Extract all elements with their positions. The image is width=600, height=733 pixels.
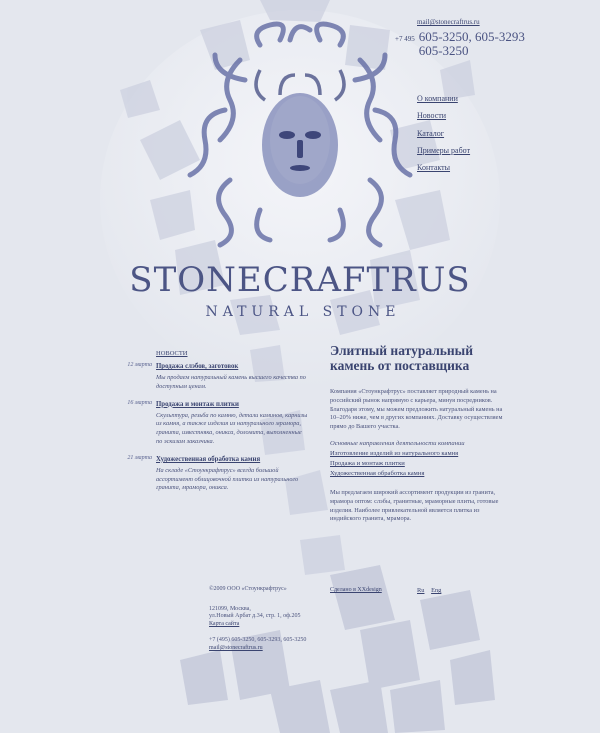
- header-phones: [395, 30, 595, 58]
- lang-ru[interactable]: Ru: [417, 587, 425, 594]
- news-text: На складе «Стоункрафтрус» всегда большой ассортимент облицовочной плитки из натурального гранита, мрамора, оникса.: [156, 466, 299, 492]
- intro-paragraph: Компания «Стоункрафтрус» поставляет природный камень на российский рынок напрямую с карьера, минуя посредников. Благодаря этому, мы можем предложить натуральный камень на 10–20% ниже, чем в других компаниях. Доставку осуществляем прямо до Вашего участка.: [330, 388, 503, 431]
- direction-link-products[interactable]: Изготовление изделий из натурального камня: [330, 449, 459, 457]
- logo-brand: STONECRAFTRUS: [129, 260, 471, 300]
- intro-section: [330, 343, 508, 524]
- logo-subtitle: NATURAL STONE: [205, 304, 401, 320]
- news-section: [118, 350, 308, 501]
- lang-eng[interactable]: Eng: [431, 587, 442, 594]
- phone-line-1: 605-3250, 605-3293: [418, 29, 525, 44]
- nav-item-contacts[interactable]: Контакты: [417, 163, 451, 173]
- footer-copyright: ©2009 ООО «Стоункрафтрус»: [209, 586, 287, 592]
- footer-info: [209, 586, 339, 653]
- news-title-link[interactable]: Художественная обработка камня: [156, 455, 261, 463]
- news-date: 16 марта: [127, 399, 152, 406]
- footer-address-line-1: 121099, Москва,: [209, 605, 251, 612]
- directions-heading: Основные направления деятельности компании: [330, 439, 465, 447]
- direction-link-art[interactable]: Художественная обработка камня: [330, 469, 425, 477]
- news-date: 12 марта: [127, 362, 152, 368]
- made-by-link[interactable]: Сделано в XXdesign: [330, 587, 382, 593]
- news-date: 21 марта: [127, 454, 152, 461]
- phone-line-2: 605-3250: [418, 43, 469, 58]
- phone-numbers: [419, 30, 525, 58]
- news-text: Скульптура, резьба по камню, детали каминов, карнизы из камня, а также изделия из натурального мрамора, гранита, известняка, оникса, доломита, выполненные по эскизам заказчика.: [156, 411, 308, 445]
- news-heading-link[interactable]: НОВОСТИ: [156, 350, 188, 357]
- footer-address-line-2: ул.Новый Арбат д.34, стр. 1, оф.205: [209, 613, 301, 620]
- intro-headline: Элитный натуральный камень от поставщика: [330, 343, 474, 373]
- nav-item-news[interactable]: Новости: [417, 111, 447, 121]
- nav-item-catalog[interactable]: Каталог: [417, 128, 445, 138]
- header-contact: [395, 18, 595, 58]
- news-item: [118, 400, 308, 447]
- direction-link-tiles[interactable]: Продажа и монтаж плитки: [330, 459, 405, 467]
- news-title-link[interactable]: Продажа слэбов, заготовок: [156, 363, 239, 370]
- news-title-link[interactable]: Продажа и монтаж плитки: [156, 400, 239, 408]
- news-item: [118, 362, 308, 392]
- intro-paragraph-assortment: Мы предлагаем широкий ассортимент продукции из гранита, мрамора оптом: слэбы, гранитные, мраморные плиты, готовые изделия. Наиболее привлекательной является плитка из индийского гранита, мрамора.: [330, 488, 499, 523]
- language-switcher: [417, 587, 446, 594]
- phone-prefix: +7 495: [395, 35, 415, 43]
- sitemap-link[interactable]: Карта сайта: [209, 620, 240, 627]
- header-email-link[interactable]: mail@stonecraftrus.ru: [417, 18, 480, 26]
- news-item: [118, 455, 308, 493]
- nav-item-portfolio[interactable]: Примеры работ: [417, 145, 471, 155]
- news-text: Мы продаем натуральный камень высшего качества по доступным ценам.: [156, 374, 306, 390]
- main-nav: [417, 90, 470, 176]
- footer-phones: +7 (495) 605-3250, 605-3293, 605-3250: [209, 637, 307, 644]
- footer-email-link[interactable]: mail@stonecraftrus.ru: [209, 644, 263, 651]
- logo[interactable]: [0, 260, 600, 320]
- nav-item-about[interactable]: О компании: [417, 94, 458, 103]
